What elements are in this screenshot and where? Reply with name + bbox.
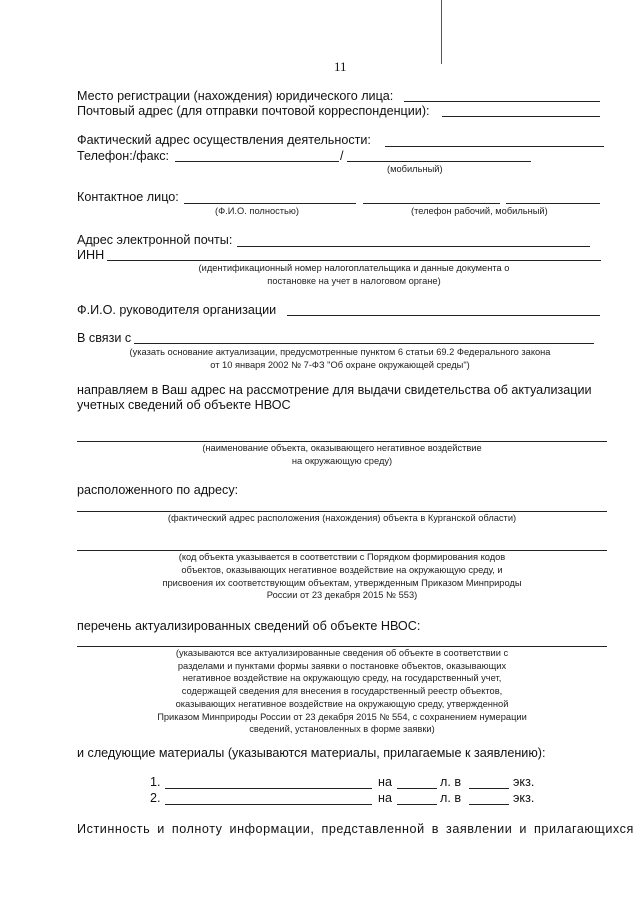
material-item-1-pages-field[interactable]	[397, 788, 437, 789]
email-field[interactable]	[237, 246, 590, 247]
list-hint-5: оказывающих негативное воздействие на окружающую среду, утвержденной	[175, 699, 509, 709]
material-item-2-name-field[interactable]	[165, 804, 372, 805]
fio-hint: (Ф.И.О. полностью)	[215, 206, 299, 216]
material-item-2-pages-field[interactable]	[397, 804, 437, 805]
material-item-1-name-field[interactable]	[165, 788, 372, 789]
code-hint-1: (код объекта указывается в соответствии с Порядком формирования кодов	[178, 552, 506, 562]
material-item-2-copies-field[interactable]	[469, 804, 509, 805]
object-hint-1: (наименование объекта, оказывающего негативное воздействие	[202, 443, 482, 453]
list-hint-4: содержащей сведения для внесения в государственный реестр объектов,	[181, 686, 503, 696]
contact-phone-field-2[interactable]	[506, 203, 600, 204]
object-address-field[interactable]	[77, 511, 607, 512]
inn-hint-2: постановке на учет в налоговом органе)	[267, 276, 441, 286]
in-connection-label: В связи с	[77, 331, 132, 345]
phone-fax-label: Телефон:/факс:	[77, 149, 170, 163]
postal-address-label: Почтовый адрес (для отправки почтовой корреспонденции):	[77, 104, 430, 118]
phone-field[interactable]	[175, 161, 339, 162]
inn-hint-1: (идентификационный номер налогоплательщика и данные документа о	[198, 263, 510, 273]
materials-title: и следующие материалы (указываются материалы, прилагаемые к заявлению):	[77, 746, 546, 760]
email-label: Адрес электронной почты:	[77, 233, 233, 247]
phone-slash: /	[340, 149, 344, 163]
contact-fio-field[interactable]	[184, 203, 356, 204]
material-item-1-copies-field[interactable]	[469, 788, 509, 789]
material-item-2-copies-label: экз.	[513, 791, 535, 805]
reg-address-field[interactable]	[404, 101, 600, 102]
object-code-field[interactable]	[77, 550, 607, 551]
page-number: 11	[334, 59, 347, 74]
material-item-1-pages-label: л. в	[440, 775, 462, 789]
head-fio-field[interactable]	[287, 315, 600, 316]
list-title: перечень актуализированных сведений об объекте НВОС:	[77, 619, 421, 633]
updated-info-field[interactable]	[77, 646, 607, 647]
reg-address-label: Место регистрации (нахождения) юридического лица:	[77, 89, 394, 103]
inn-label: ИНН	[77, 248, 105, 262]
address-hint: (фактический адрес расположения (нахождения) объекта в Курганской области)	[167, 513, 517, 523]
final-text: Истинность и полноту информации, представленной в заявлении и прилагающихся	[77, 822, 634, 836]
reason-hint-1: (указать основание актуализации, предусмотренные пунктом 6 статьи 69.2 Федерального закона	[129, 347, 551, 357]
material-item-2-num: 2.	[150, 791, 161, 805]
material-item-2-pages-label: л. в	[440, 791, 462, 805]
mobile-hint: (мобильный)	[387, 164, 443, 174]
actual-address-label: Фактический адрес осуществления деятельности:	[77, 133, 371, 147]
scan-artifact-mark	[441, 0, 442, 64]
actual-address-field[interactable]	[385, 146, 604, 147]
material-item-1-on: на	[378, 775, 392, 789]
material-item-2-on: на	[378, 791, 392, 805]
code-hint-3: присвоения их соответствующим объектам, утвержденным Приказом Минприроды	[162, 578, 522, 588]
list-hint-3: негативное воздействие на окружающую среду, на государственный учет,	[182, 673, 502, 683]
material-item-1-copies-label: экз.	[513, 775, 535, 789]
located-label: расположенного по адресу:	[77, 483, 239, 497]
fax-mobile-field[interactable]	[347, 161, 531, 162]
list-hint-6: Приказом Минприроды России от 23 декабря 2015 № 554, с сохранением нумерации	[157, 712, 527, 722]
code-hint-2: объектов, оказывающих негативное воздействие на окружающую среду, и	[181, 565, 503, 575]
list-hint-2: разделами и пунктами формы заявки о постановке объектов, оказывающих	[177, 661, 507, 671]
list-hint-1: (указываются все актуализированные сведения об объекте в соответствии с	[175, 648, 509, 658]
request-line-2: учетных сведений об объекте НВОС	[77, 398, 291, 412]
request-line-1: направляем в Ваш адрес на рассмотрение для выдачи свидетельства об актуализации	[77, 383, 592, 397]
list-hint-7: сведений, установленных в форме заявки)	[249, 724, 435, 734]
material-item-1-num: 1.	[150, 775, 161, 789]
contact-phone-field-1[interactable]	[363, 203, 500, 204]
code-hint-4: России от 23 декабря 2015 № 553)	[266, 590, 418, 600]
reason-field[interactable]	[134, 343, 594, 344]
reason-hint-2: от 10 января 2002 № 7-ФЗ "Об охране окружающей среды")	[210, 360, 470, 370]
postal-address-field[interactable]	[442, 116, 600, 117]
inn-field[interactable]	[107, 260, 601, 261]
object-hint-2: на окружающую среду)	[291, 456, 393, 466]
head-fio-label: Ф.И.О. руководителя организации	[77, 303, 277, 317]
contact-person-label: Контактное лицо:	[77, 190, 179, 204]
object-name-field[interactable]	[77, 441, 607, 442]
phone-hint: (телефон рабочий, мобильный)	[411, 206, 548, 216]
